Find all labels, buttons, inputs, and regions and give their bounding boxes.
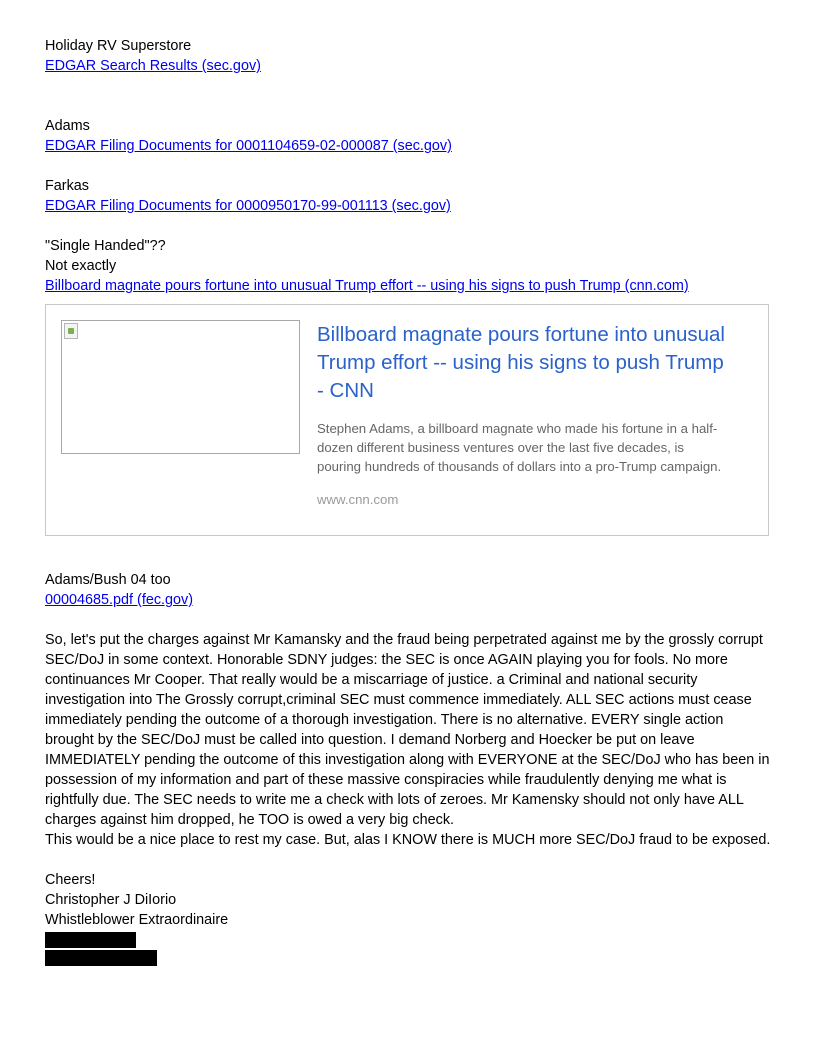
closing-line: This would be a nice place to rest my case. But, alas I KNOW there is MUCH more SEC/DoJ fraud to be exposed. [45, 832, 771, 848]
redacted-block-1 [45, 932, 136, 948]
holiday-rv-label: Holiday RV Superstore [45, 38, 192, 54]
main-paragraph: So, let's put the charges against Mr Kamansky and the fraud being perpetrated against me by the grossly corrupt SEC/DoJ in some context. Honorable SDNY judges: the SEC is once AGAIN playing you for fools. No more continuances Mr Cooper. That really would be a miscarriage of justice. a Criminal and national security investigation into The Grossly corrupt,criminal SEC must commence immediately. ALL SEC actions must cease immediately pending the outcome of a thorough investigation. There is no alternative. EVERY single action brought by the SEC/DoJ must be called into question. I demand Norberg and Hoecker be put on leave IMMEDIATELY pending the outcome of this investigation along with EVERYONE at the SEC/DoJ who has been in possession of my information and part of these massive conspiracies while fraudulently denying me what is rightfully due. The SEC needs to write me a check with lots of zeroes. Mr Kamensky should not only have ALL charges against him dropped, he TOO is owed a very big check. [45, 632, 770, 828]
preview-image-placeholder [61, 320, 300, 454]
edgar-farkas-filing-link[interactable]: EDGAR Filing Documents for 0000950170-99-001113 (sec.gov) [45, 198, 451, 214]
adams-label: Adams [45, 118, 90, 134]
broken-image-icon [64, 323, 78, 339]
not-exactly-text: Not exactly [45, 258, 117, 274]
signature-name: Christopher J DiIorio [45, 892, 177, 908]
fec-pdf-link[interactable]: 00004685.pdf (fec.gov) [45, 592, 194, 608]
preview-description: Stephen Adams, a billboard magnate who made his fortune in a half-dozen different business ventures over the last five decades, is pouring hundreds of thousands of dollars into a pro-Trump campaign. [317, 421, 722, 474]
preview-title[interactable]: Billboard magnate pours fortune into unusual Trump effort -- using his signs to push Trump - CNN [317, 323, 725, 402]
cnn-article-link[interactable]: Billboard magnate pours fortune into unusual Trump effort -- using his signs to push Trump (cnn.com) [45, 278, 689, 294]
email-body [45, 36, 772, 966]
preview-content [317, 321, 727, 509]
redacted-block-2 [45, 950, 157, 966]
single-handed-text: "Single Handed"?? [45, 238, 166, 254]
edgar-adams-filing-link[interactable]: EDGAR Filing Documents for 0001104659-02-000087 (sec.gov) [45, 138, 452, 154]
link-preview-card[interactable] [45, 304, 769, 536]
signature-title: Whistleblower Extraordinaire [45, 912, 229, 928]
edgar-search-results-link[interactable]: EDGAR Search Results (sec.gov) [45, 58, 261, 74]
adams-bush-label: Adams/Bush 04 too [45, 572, 171, 588]
farkas-label: Farkas [45, 178, 89, 194]
preview-domain: www.cnn.com [317, 492, 399, 507]
greeting: Cheers! [45, 872, 96, 888]
